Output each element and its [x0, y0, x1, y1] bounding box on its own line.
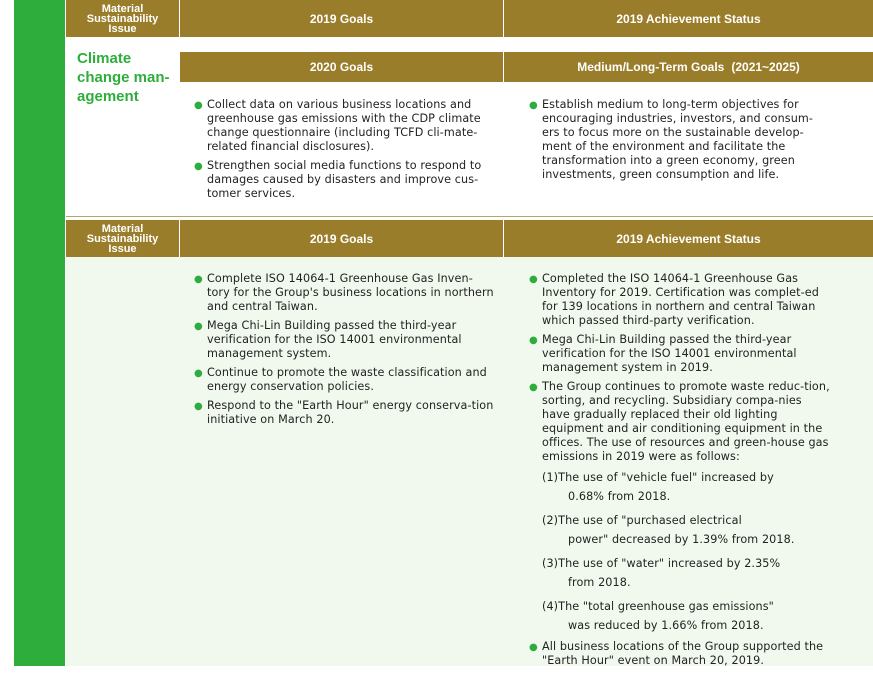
list-item-text: Completed the ISO 14064-1 Greenhouse Gas Inventory for 2019. Certification was complet-ed for 139 locations in northern and central Taiwan which passed third-party verification. — [542, 272, 819, 327]
usage-subitem-text: (2)The use of "purchased electrical — [542, 514, 742, 527]
usage-subitem — [542, 468, 833, 506]
list-item — [193, 159, 503, 201]
section-divider — [66, 216, 873, 217]
list-item — [193, 366, 495, 394]
list-item — [528, 333, 833, 375]
list-item-text: Collect data on various business locations and greenhouse gas emissions with the CDP climate change questionnaire (including TCFD cli-mate-related financial disclosures). — [207, 98, 481, 153]
list-item-text: The Group continues to promote waste reduc-tion, sorting, and recycling. Subsidiary compa-nies have gradually replaced their old lighting equipment and air conditioning equipment in the offices. The use of resources and green-house gas emissions in 2019 were as follows: — [542, 380, 830, 463]
bullet-icon: ● — [194, 401, 203, 412]
list-item-text: Mega Chi-Lin Building passed the third-year verification for the ISO 14001 environmental management system. — [207, 319, 462, 360]
left-accent-bar — [14, 0, 65, 666]
usage-subitem-text: (4)The "total greenhouse gas emissions" — [542, 600, 774, 613]
usage-subitem-text: (3)The use of "water" increased by 2.35% — [542, 557, 781, 570]
topic-title-line: Climate — [77, 50, 132, 67]
bullet-icon: ● — [529, 100, 538, 111]
issue-column-header — [66, 220, 179, 257]
goals-2020-header: 2020 Goals — [309, 60, 374, 74]
list-item-text: Establish medium to long-term objectives for encouraging industries, investors, and consum-ers to focus more on the sustainable develop-ment of the environment and facilitate the transformation into a green economy, green investments, green consumption and life. — [542, 98, 814, 181]
bullet-icon: ● — [529, 642, 538, 653]
goals-column-header: 2019 Goals — [309, 11, 374, 26]
list-item — [193, 399, 495, 427]
issue-header-line: Issue — [108, 242, 137, 255]
list-item — [193, 272, 495, 314]
usage-subitem — [542, 597, 833, 635]
list-item-text: Continue to promote the waste classification and energy conservation policies. — [207, 366, 487, 393]
list-item — [528, 98, 828, 182]
medium-long-term-header — [504, 52, 873, 82]
medium-long-term-list — [528, 98, 828, 187]
usage-subitem-continued: from 2018. — [568, 576, 631, 589]
goals-2019-list — [193, 272, 495, 432]
bullet-icon: ● — [529, 335, 538, 346]
medium-long-term-years: (2021~2025) — [731, 60, 800, 74]
list-item — [193, 98, 503, 154]
usage-subitem — [542, 511, 833, 549]
list-item — [528, 380, 833, 635]
status-column-header: 2019 Achievement Status — [616, 231, 761, 246]
list-item-text: Complete ISO 14064-1 Greenhouse Gas Inven-tory for the Group's business locations in northern and central Taiwan. — [207, 272, 494, 313]
list-item-text: All business locations of the Group supported the "Earth Hour" event on March 20, 2019. — [542, 640, 824, 667]
list-item — [528, 272, 833, 328]
usage-subitem-text: (1)The use of "vehicle fuel" increased by — [542, 471, 774, 484]
topic-title-line: change man- — [77, 69, 170, 86]
bullet-icon: ● — [529, 274, 538, 285]
goals-column-header: 2019 Goals — [309, 231, 374, 246]
usage-subitem-continued: was reduced by 1.66% from 2018. — [568, 619, 764, 632]
usage-sublist — [542, 468, 833, 635]
issue-header-line: Sustainability — [86, 12, 159, 25]
usage-subitem-continued: 0.68% from 2018. — [568, 490, 671, 503]
issue-header-line: Material — [101, 222, 144, 235]
usage-subitem-continued: power" decreased by 1.39% from 2018. — [568, 533, 795, 546]
list-item-text: Strengthen social media functions to respond to damages caused by disasters and improve cus-tomer services. — [207, 159, 482, 200]
issue-header-line: Issue — [108, 22, 137, 35]
list-item — [528, 640, 833, 668]
bullet-icon: ● — [194, 161, 203, 172]
bullet-icon: ● — [529, 382, 538, 393]
list-item — [193, 319, 495, 361]
topic-title-line: agement — [77, 88, 139, 105]
usage-subitem — [542, 554, 833, 592]
bullet-icon: ● — [194, 368, 203, 379]
issue-column-header — [66, 0, 179, 37]
list-item-text: Respond to the "Earth Hour" energy conserva-tion initiative on March 20. — [207, 399, 494, 426]
bullet-icon: ● — [194, 100, 203, 111]
status-column-header: 2019 Achievement Status — [616, 11, 761, 26]
goals-2020-list — [193, 98, 503, 206]
list-item-text: Mega Chi-Lin Building passed the third-year verification for the ISO 14001 environmental management system in 2019. — [542, 333, 797, 374]
status-2019-list — [528, 272, 833, 673]
topic-title — [77, 49, 177, 106]
goals-2020-header-row — [180, 52, 873, 82]
top-header-row — [66, 0, 873, 37]
bullet-icon: ● — [194, 274, 203, 285]
medium-long-term-label: Medium/Long-Term Goals — [577, 60, 725, 74]
second-header-row — [66, 220, 873, 257]
bullet-icon: ● — [194, 321, 203, 332]
issue-header-line: Sustainability — [86, 232, 159, 245]
issue-header-line: Material — [101, 2, 144, 15]
